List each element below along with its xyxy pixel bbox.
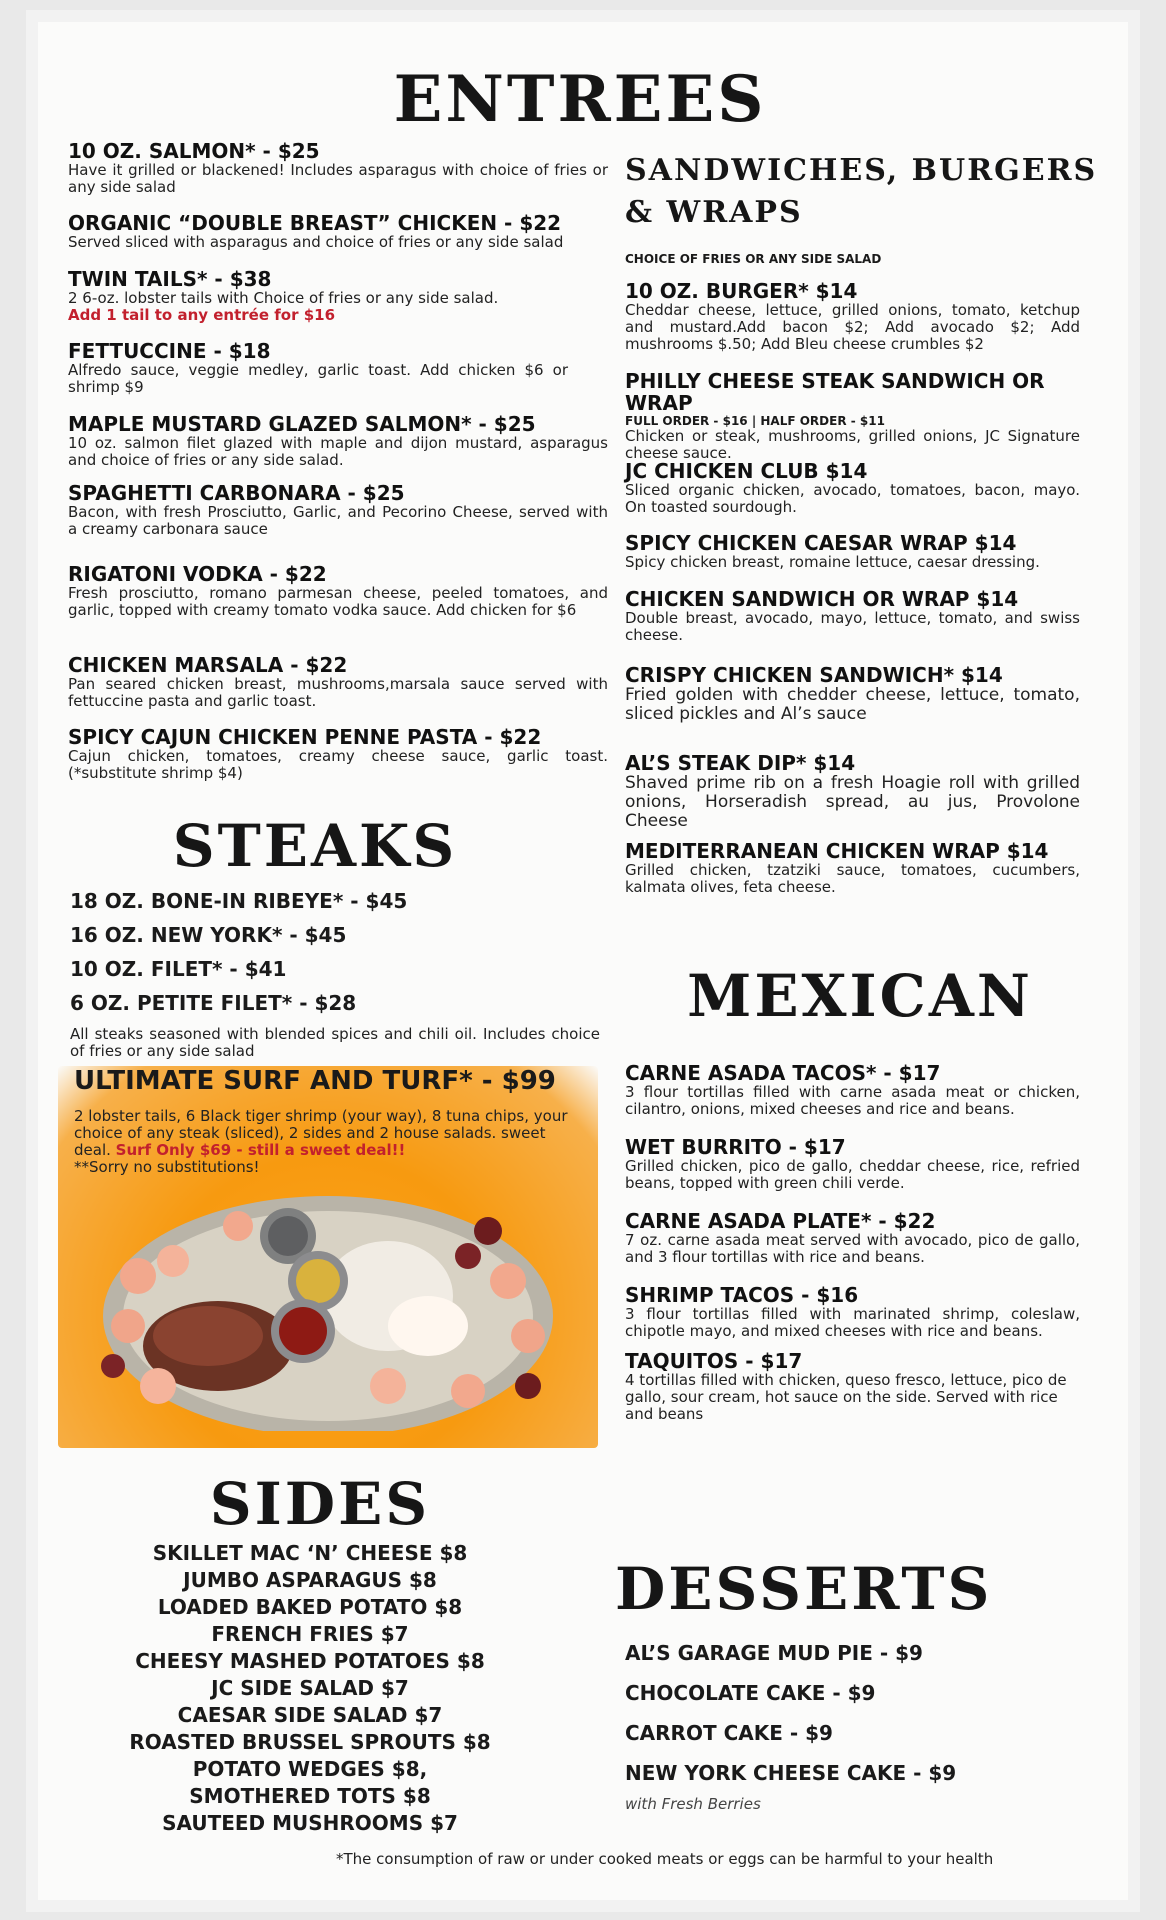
entree-item <box>68 654 608 710</box>
sandwich-name: SPICY CHICKEN CAESAR WRAP $14 <box>625 531 1017 555</box>
sandwich-desc: Sliced organic chicken, avocado, tomatoes, bacon, mayo. On toasted sourdough. <box>625 481 1080 516</box>
side-item: ROASTED BRUSSEL SPROUTS $8 <box>129 1730 491 1754</box>
entree-item <box>68 340 568 396</box>
sandwiches-title-line1: SANDWICHES, BURGERS <box>625 153 1098 188</box>
sides-list <box>70 1540 550 1837</box>
steak-item: 18 OZ. BONE-IN RIBEYE* - $45 <box>70 889 408 913</box>
no-substitutions-note: **Sorry no substitutions! <box>74 1158 260 1176</box>
sandwich-item <box>625 752 1080 831</box>
mexican-name: CARNE ASADA TACOS* - $17 <box>625 1061 941 1085</box>
surf-turf-title: ULTIMATE SURF AND TURF* - $99 <box>74 1066 556 1096</box>
sandwich-item <box>625 280 1080 353</box>
sandwich-item <box>625 840 1080 896</box>
dessert-item: NEW YORK CHEESE CAKE - $9 <box>625 1761 957 1785</box>
mexican-desc: Grilled chicken, pico de gallo, cheddar cheese, rice, refried beans, topped with green chili verde. <box>625 1157 1080 1192</box>
dessert-item: AL’S GARAGE MUD PIE - $9 <box>625 1641 923 1665</box>
entree-name: TWIN TAILS* - $38 <box>68 267 272 291</box>
mexican-item <box>625 1284 1080 1340</box>
mexican-desc: 3 flour tortillas filled with carne asada meat or chicken, cilantro, onions, mixed cheeses and rice and beans. <box>625 1083 1080 1118</box>
mexican-item <box>625 1210 1080 1266</box>
mexican-item <box>625 1136 1080 1192</box>
entree-name: FETTUCCINE - $18 <box>68 339 271 363</box>
sandwich-item <box>625 532 1080 571</box>
entree-name: 10 OZ. SALMON* - $25 <box>68 139 320 163</box>
sandwich-name: CHICKEN SANDWICH OR WRAP $14 <box>625 587 1019 611</box>
side-item: JUMBO ASPARAGUS $8 <box>183 1568 437 1592</box>
sandwich-name: PHILLY CHEESE STEAK SANDWICH OR WRAP <box>625 369 1045 415</box>
entree-name: RIGATONI VODKA - $22 <box>68 562 327 586</box>
side-item: SMOTHERED TOTS $8 <box>189 1784 431 1808</box>
side-item: FRENCH FRIES $7 <box>211 1622 409 1646</box>
side-item: CHEESY MASHED POTATOES $8 <box>135 1649 485 1673</box>
steaks-note: All steaks seasoned with blended spices and chili oil. Includes choice of fries or any side salad <box>70 1025 600 1060</box>
mexican-name: CARNE ASADA PLATE* - $22 <box>625 1209 936 1233</box>
sandwich-desc: Chicken or steak, mushrooms, grilled onions, JC Signature cheese sauce. <box>625 427 1080 462</box>
sandwich-item <box>625 370 1080 462</box>
sides-title: SIDES <box>209 1470 431 1538</box>
steak-item: 6 OZ. PETITE FILET* - $28 <box>70 991 357 1015</box>
sandwiches-title-line2: & WRAPS <box>625 195 803 230</box>
steaks-title: STEAKS <box>172 812 458 880</box>
side-item: CAESAR SIDE SALAD $7 <box>177 1703 443 1727</box>
entree-desc: Fresh prosciutto, romano parmesan cheese, peeled tomatoes, and garlic, topped with creamy tomato vodka sauce. Add chicken for $6 <box>68 584 608 619</box>
mexican-desc: 4 tortillas filled with chicken, queso fresco, lettuce, pico de gallo, sour cream, hot sauce on the side. Served with rice and beans <box>625 1371 1067 1423</box>
entree-item <box>68 140 608 196</box>
sandwich-order-sizes: FULL ORDER - $16 | HALF ORDER - $11 <box>625 414 885 428</box>
sandwiches-title <box>625 150 1105 234</box>
sandwich-item <box>625 664 1080 724</box>
entree-name: SPICY CAJUN CHICKEN PENNE PASTA - $22 <box>68 725 542 749</box>
sandwich-desc: Shaved prime rib on a fresh Hoagie roll with grilled onions, Horseradish spread, au jus, Provolone Cheese <box>625 773 1080 831</box>
surf-turf-desc-text: 2 lobster tails, 6 Black tiger shrimp (your way), 8 tuna chips, your choice of any steak (sliced), 2 sides and 2 house salads. sweet deal. <box>74 1107 568 1159</box>
mexican-desc: 3 flour tortillas filled with marinated shrimp, coleslaw, chipotle mayo, and mixed cheeses with rice and beans. <box>625 1305 1080 1340</box>
mexican-item <box>625 1350 1080 1423</box>
entree-item <box>68 268 608 324</box>
seafood-platter-image <box>88 1186 568 1431</box>
side-item: SKILLET MAC ‘N’ CHEESE $8 <box>152 1541 468 1565</box>
dessert-note: with Fresh Berries <box>625 1795 761 1813</box>
sandwich-desc: Double breast, avocado, mayo, lettuce, tomato, and swiss cheese. <box>625 609 1080 644</box>
surf-turf-desc <box>74 1108 584 1176</box>
entree-desc: Cajun chicken, tomatoes, creamy cheese sauce, garlic toast. (*substitute shrimp $4) <box>68 747 608 782</box>
health-disclaimer: *The consumption of raw or under cooked meats or eggs can be harmful to your health <box>336 1850 994 1868</box>
desserts-title: DESSERTS <box>615 1555 993 1623</box>
mexican-desc: 7 oz. carne asada meat served with avocado, pico de gallo, and 3 flour tortillas with rice and beans. <box>625 1231 1080 1266</box>
sandwich-desc: Cheddar cheese, lettuce, grilled onions, tomato, ketchup and mustard.Add bacon $2; Add avocado $2; Add mushrooms $.50; Add Bleu cheese crumbles $2 <box>625 301 1080 353</box>
surf-turf-panel <box>58 1066 598 1448</box>
entree-desc: Alfredo sauce, veggie medley, garlic toast. Add chicken $6 or shrimp $9 <box>68 361 568 396</box>
sandwiches-subtitle: CHOICE OF FRIES OR ANY SIDE SALAD <box>625 252 882 266</box>
side-item: SAUTEED MUSHROOMS $7 <box>162 1811 458 1835</box>
steak-item: 10 OZ. FILET* - $41 <box>70 957 287 981</box>
mexican-name: WET BURRITO - $17 <box>625 1135 846 1159</box>
side-item: JC SIDE SALAD $7 <box>211 1676 409 1700</box>
sandwich-desc: Spicy chicken breast, romaine lettuce, caesar dressing. <box>625 553 1040 571</box>
entree-desc: Bacon, with fresh Prosciutto, Garlic, and Pecorino Cheese, served with a creamy carbonara sauce <box>68 503 608 538</box>
entree-item <box>68 212 608 251</box>
entree-item <box>68 563 608 619</box>
surf-only-price: Surf Only $69 - still a sweet deal!! <box>115 1141 406 1159</box>
dessert-item: CHOCOLATE CAKE - $9 <box>625 1681 876 1705</box>
side-item: POTATO WEDGES $8, <box>192 1757 428 1781</box>
sandwich-name: AL’S STEAK DIP* $14 <box>625 751 856 775</box>
entree-desc: Have it grilled or blackened! Includes asparagus with choice of fries or any side salad <box>68 161 608 196</box>
sandwich-item <box>625 588 1080 644</box>
entrees-title: ENTREES <box>393 62 767 137</box>
entree-desc: Pan seared chicken breast, mushrooms,marsala sauce served with fettuccine pasta and garlic toast. <box>68 675 608 710</box>
entree-name: MAPLE MUSTARD GLAZED SALMON* - $25 <box>68 412 536 436</box>
dessert-item: CARROT CAKE - $9 <box>625 1721 833 1745</box>
mexican-name: TAQUITOS - $17 <box>625 1349 803 1373</box>
entree-name: SPAGHETTI CARBONARA - $25 <box>68 481 405 505</box>
entree-note: Add 1 tail to any entrée for $16 <box>68 306 336 324</box>
sandwich-desc: Fried golden with chedder cheese, lettuce, tomato, sliced pickles and Al’s sauce <box>625 685 1080 724</box>
steak-item: 16 OZ. NEW YORK* - $45 <box>70 923 347 947</box>
sandwich-name: JC CHICKEN CLUB $14 <box>625 459 868 483</box>
mexican-name: SHRIMP TACOS - $16 <box>625 1283 859 1307</box>
entree-name: ORGANIC “DOUBLE BREAST” CHICKEN - $22 <box>68 211 562 235</box>
entree-item <box>68 726 608 782</box>
entree-desc: Served sliced with asparagus and choice of fries or any side salad <box>68 233 564 251</box>
sandwich-name: CRISPY CHICKEN SANDWICH* $14 <box>625 663 1003 687</box>
entree-item <box>68 413 608 469</box>
entree-item <box>68 482 608 538</box>
sandwich-name: 10 OZ. BURGER* $14 <box>625 279 858 303</box>
entree-desc: 2 6-oz. lobster tails with Choice of fries or any side salad. <box>68 289 499 307</box>
side-item: LOADED BAKED POTATO $8 <box>157 1595 463 1619</box>
entree-desc: 10 oz. salmon filet glazed with maple and dijon mustard, asparagus and choice of fries or any side salad. <box>68 434 608 469</box>
entree-name: CHICKEN MARSALA - $22 <box>68 653 348 677</box>
sandwich-item <box>625 460 1080 516</box>
mexican-title: MEXICAN <box>687 962 1033 1030</box>
sandwich-name: MEDITERRANEAN CHICKEN WRAP $14 <box>625 839 1049 863</box>
sandwich-desc: Grilled chicken, tzatziki sauce, tomatoes, cucumbers, kalmata olives, feta cheese. <box>625 861 1080 896</box>
mexican-item <box>625 1062 1080 1118</box>
